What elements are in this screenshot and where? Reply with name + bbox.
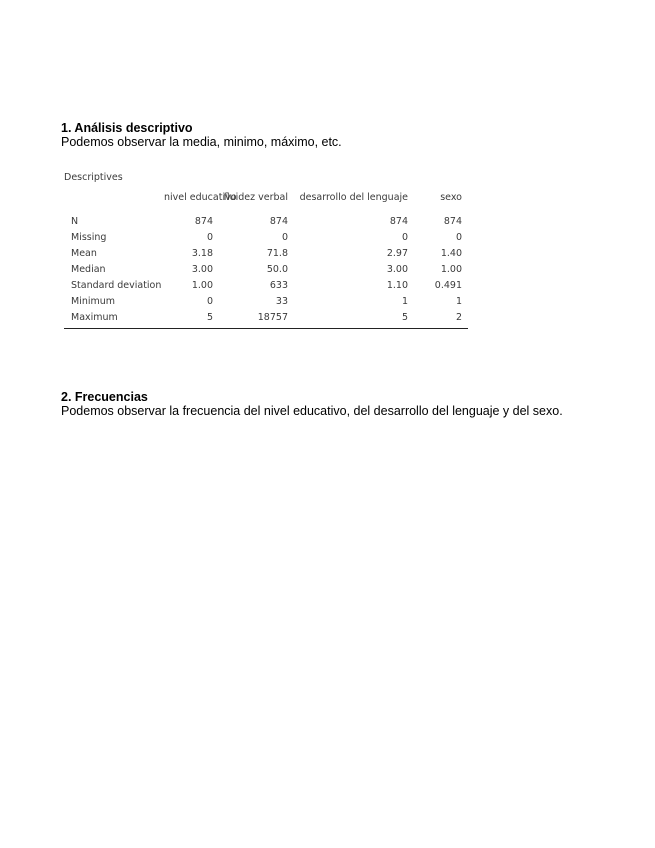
row-label: Minimum	[71, 296, 116, 307]
row-label: N	[71, 216, 79, 227]
column-header: sexo	[440, 192, 462, 203]
table-cell: 0	[206, 296, 213, 307]
table-cell: 1	[455, 296, 462, 307]
table-cell: 2.97	[386, 248, 408, 259]
row-label: Standard deviation	[71, 280, 162, 291]
table-row	[64, 230, 468, 246]
table-cell: 50.0	[266, 264, 288, 275]
section-paragraph: Podemos observar la media, minimo, máximo, etc.	[61, 135, 342, 149]
row-label: Median	[71, 264, 106, 275]
column-header: nivel educativo	[164, 192, 237, 203]
table-cell: 3.18	[191, 248, 213, 259]
table-cell: 633	[269, 280, 288, 291]
section-descriptive	[61, 121, 342, 149]
table-cell: 1	[401, 296, 408, 307]
table-cell: 1.40	[440, 248, 462, 259]
table-row	[64, 278, 468, 294]
table-header-row	[64, 192, 468, 210]
row-label: Mean	[71, 248, 97, 259]
descriptives-table	[64, 192, 468, 329]
table-cell: 71.8	[266, 248, 288, 259]
table-cell: 874	[443, 216, 462, 227]
table-row	[64, 262, 468, 278]
table-cell: 0	[206, 232, 213, 243]
table-cell: 3.00	[191, 264, 213, 275]
table-cell: 874	[269, 216, 288, 227]
row-label: Maximum	[64, 310, 164, 329]
table-cell: 1.10	[386, 280, 408, 291]
table-row	[64, 310, 468, 329]
section-heading: 2. Frecuencias	[61, 390, 148, 404]
descriptives-table-block	[64, 172, 468, 329]
table-row	[64, 294, 468, 310]
table-cell: 0	[455, 232, 462, 243]
table-cell: 1.00	[191, 280, 213, 291]
column-header: desarrollo del lenguaje	[299, 192, 408, 203]
table-title: Descriptives	[64, 172, 123, 183]
table-cell: 0	[401, 232, 408, 243]
table-cell: 33	[275, 296, 288, 307]
section-paragraph: Podemos observar la frecuencia del nivel educativo, del desarrollo del lenguaje y del sexo.	[61, 404, 563, 418]
table-cell: 3.00	[386, 264, 408, 275]
table-cell: 0	[281, 232, 288, 243]
column-header: fluidez verbal	[223, 192, 288, 203]
table-row	[64, 246, 468, 262]
section-frequencies	[61, 390, 563, 418]
table-cell: 874	[194, 216, 213, 227]
table-cell: 874	[389, 216, 408, 227]
table-cell: 18757	[219, 310, 294, 329]
table-cell: 5	[164, 310, 219, 329]
table-cell: 1.00	[440, 264, 462, 275]
row-label: Missing	[71, 232, 107, 243]
table-cell: 5	[294, 310, 414, 329]
table-cell: 2	[414, 310, 468, 329]
table-row	[64, 210, 468, 230]
table-cell: 0.491	[434, 280, 462, 291]
section-heading: 1. Análisis descriptivo	[61, 121, 193, 135]
column-header	[64, 192, 164, 210]
